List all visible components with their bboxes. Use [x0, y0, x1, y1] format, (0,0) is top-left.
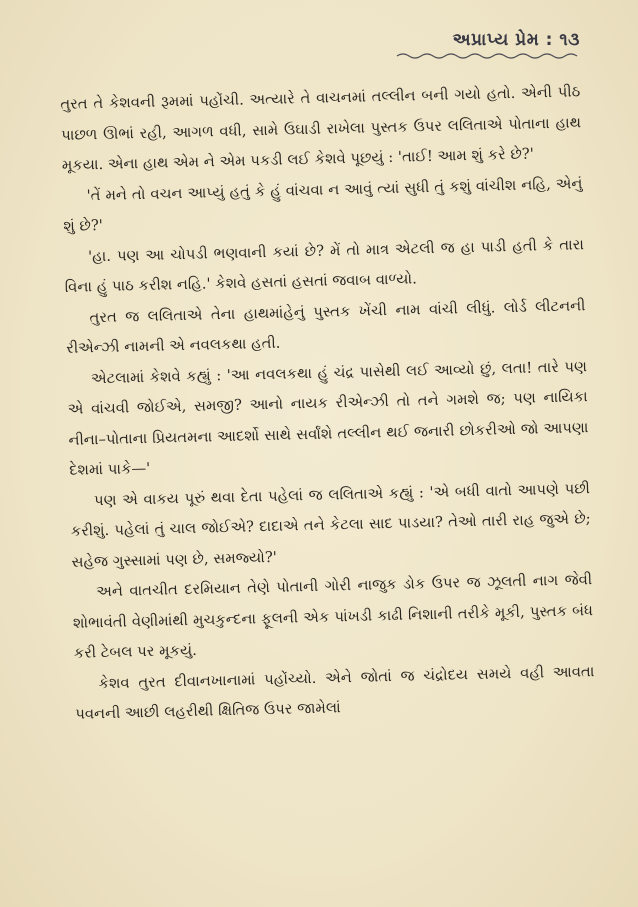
paragraph: 'હા. પણ આ ચોપડી ભણવાની કયાં છે? મેં તો માત્ર એટલી જ હા પાડી હતી કે તારા વિના હું પાઠ કરીશ નહિ.' કેશવે હસતાં હસતાં જવાબ વાળ્યો.: [64, 235, 585, 296]
page-header: [395, 30, 580, 60]
wavy-rule: [395, 52, 580, 60]
running-title: અપ્રાપ્ય પ્રેમ : ૧૩: [452, 30, 580, 50]
paragraph: અને વાતચીત દરમિયાન તેણે પોતાની ગોરી નાજુક ડોક ઉપર જ ઝૂલતી નાગ જેવી શોભાવંતી વેણીમાંથી મુચકુન્દના ફૂલની એક પાંખડી કાઢી નિશાની તરીકે મૂકી, પુસ્તક બંધ કરી ટેબલ પર મૂકયું.: [72, 571, 594, 662]
paragraph: એટલામાં કેશવે કહ્યું : 'આ નવલકથા હું ચંદ્ર પાસેથી લઈ આવ્યો છું, લતા! તારે પણ એ વાંચવી જોઈએ, સમજી? આનો નાયક રીએન્ઝી તો તને ગમશે જ; પણ નાયિકા નીના–પોતાના પ્રિયતમના આદર્શો સાથે સર્વાંશે તલ્લીન થઈ જનારી છોકરીઓ જો આપણા દેશમાં પાકે—': [67, 357, 589, 479]
paragraph: તુરત તે કેશવની રૂમમાં પહોંચી. અત્યારે તે વાચનમાં તલ્લીન બની ગયો હતો. એની પીઠ પાછળ ઊભાં રહી, આગળ વધી, સામે ઉઘાડી રાખેલા પુસ્તક ઉપર લલિતાએ પોતાના હાથ મૂકયા. એના હાથ એમ ને એમ પકડી લઈ કેશવે પૂછયું : 'તાઈ! આમ શું કરે છે?': [60, 83, 582, 174]
paragraph: 'તેં મને તો વચન આપ્યું હતું કે હું વાંચવા ન આવું ત્યાં સુધી તું કશું વાંચીશ નહિ, એનું શું છે?': [63, 174, 583, 235]
page-body: [60, 77, 595, 730]
paragraph: પણ એ વાકય પૂરું થવા દેતા પહેલાં જ લલિતાએ કહ્યું : 'એ બધી વાતો આપણે પછી કરીશું. પહેલાં તું ચાલ જોઈએ? દાદાએ તને કેટલા સાદ પાડયા? તેઓ તારી રાહ જુએ છે; સહેજ ગુસ્સામાં પણ છે, સમજ્યો?': [70, 479, 591, 571]
paragraph: કેશવ તુરત દીવાનખાનામાં પહોંચ્યો. એને જોતાં જ ચંદ્રોદય સમયે વહી આવતા પવનની આછી લહરીથી ક્ષિતિજ ઉપર જામેલાં: [75, 662, 595, 723]
paragraph: તુરત જ લલિતાએ તેના હાથમાંહેનું પુસ્તક ખેંચી નામ વાંચી લીધું. લોર્ડ લીટનની રીએન્ઝી નામની એ નવલકથા હતી.: [66, 296, 586, 357]
